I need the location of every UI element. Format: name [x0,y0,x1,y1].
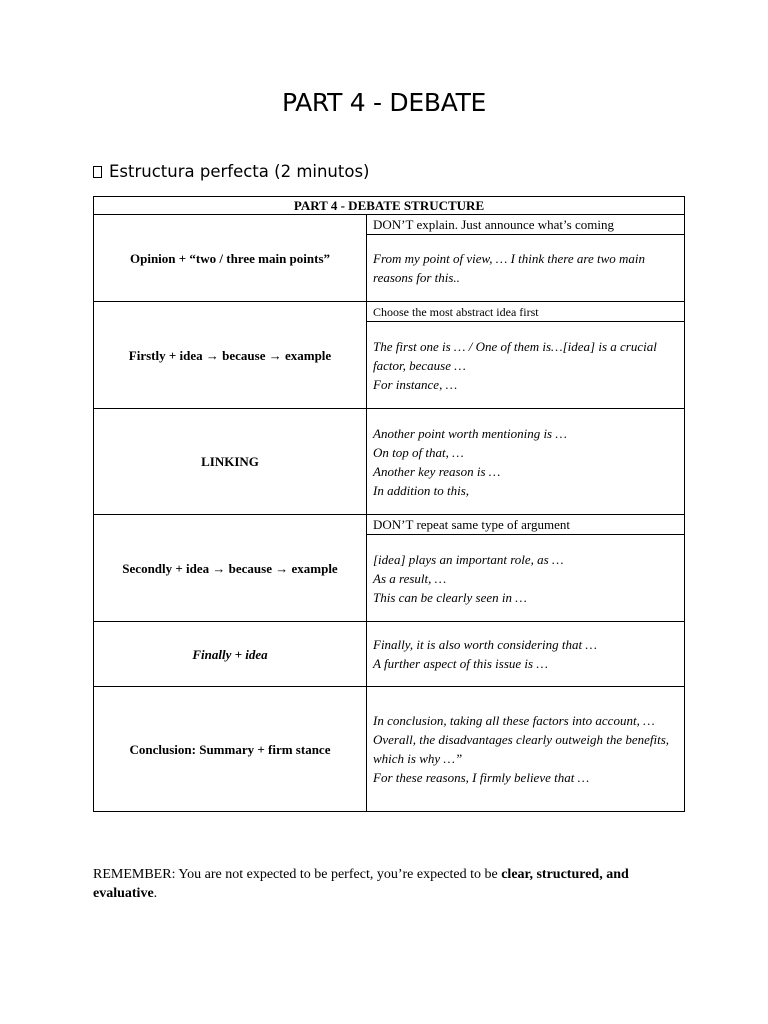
phrase-line: The first one is … / One of them is…[idea] is a crucial factor, because … [373,338,657,373]
table-header-row [94,197,685,215]
page-title: PART 4 - DEBATE [281,88,487,117]
phrase-line: For these reasons, I firmly believe that … [373,770,590,785]
row-phrases [367,409,685,515]
row-phrases [367,322,685,409]
phrase-line: In conclusion, taking all these factors into account, … [373,713,655,728]
subtitle-text: Estructura perfecta (2 minutos) [109,162,370,181]
row-label: LINKING [94,409,367,515]
phrase-line: [idea] plays an important role, as … [373,551,564,567]
phrase-line: A further aspect of this issue is … [373,656,548,671]
row-label: Secondly + idea → because → example [94,515,367,622]
row-label: Finally + idea [94,622,367,687]
phrase-line: From my point of view, … I think there are two main reasons for this.. [373,251,645,285]
table-header: PART 4 - DEBATE STRUCTURE [94,197,685,215]
row-note: DON’T explain. Just announce what’s coming [367,215,685,235]
row-label: Firstly + idea → because → example [94,302,367,409]
phrase-line: This can be clearly seen in … [373,589,527,605]
remember-prefix: REMEMBER: You are not expected to be perfect, you’re expected to be [93,867,502,882]
remember-bold: clear, structured, and evaluative [93,867,629,901]
phrase-line: On top of that, … [373,444,464,460]
row-label: Opinion + “two / three main points” [94,215,367,302]
row-note: Choose the most abstract idea first [367,302,685,322]
phrase-line: Finally, it is also worth considering that … [373,637,597,652]
subtitle [93,162,370,181]
table-row [94,215,685,235]
row-phrases [367,622,685,687]
table-row [94,515,685,535]
table-row [94,302,685,322]
debate-structure-table [93,196,685,812]
table-row [94,622,685,687]
row-label: Conclusion: Summary + firm stance [94,687,367,812]
row-phrases [367,687,685,812]
phrase-line: In addition to this, [373,482,470,498]
row-phrases [367,535,685,622]
phrase-line: Overall, the disadvantages clearly outweigh the benefits, which is why …” [373,732,670,766]
table-row [94,409,685,515]
phrase-line: Another key reason is … [373,463,501,479]
checkbox-icon [93,166,102,178]
phrase-line: For instance, … [373,376,458,392]
phrase-line: As a result, … [373,570,447,586]
row-note: DON’T repeat same type of argument [367,515,685,535]
remember-suffix: . [153,886,158,901]
phrase-line: Another point worth mentioning is … [373,425,567,441]
row-phrases [367,235,685,302]
table-row [94,687,685,812]
remember-note [93,865,693,903]
